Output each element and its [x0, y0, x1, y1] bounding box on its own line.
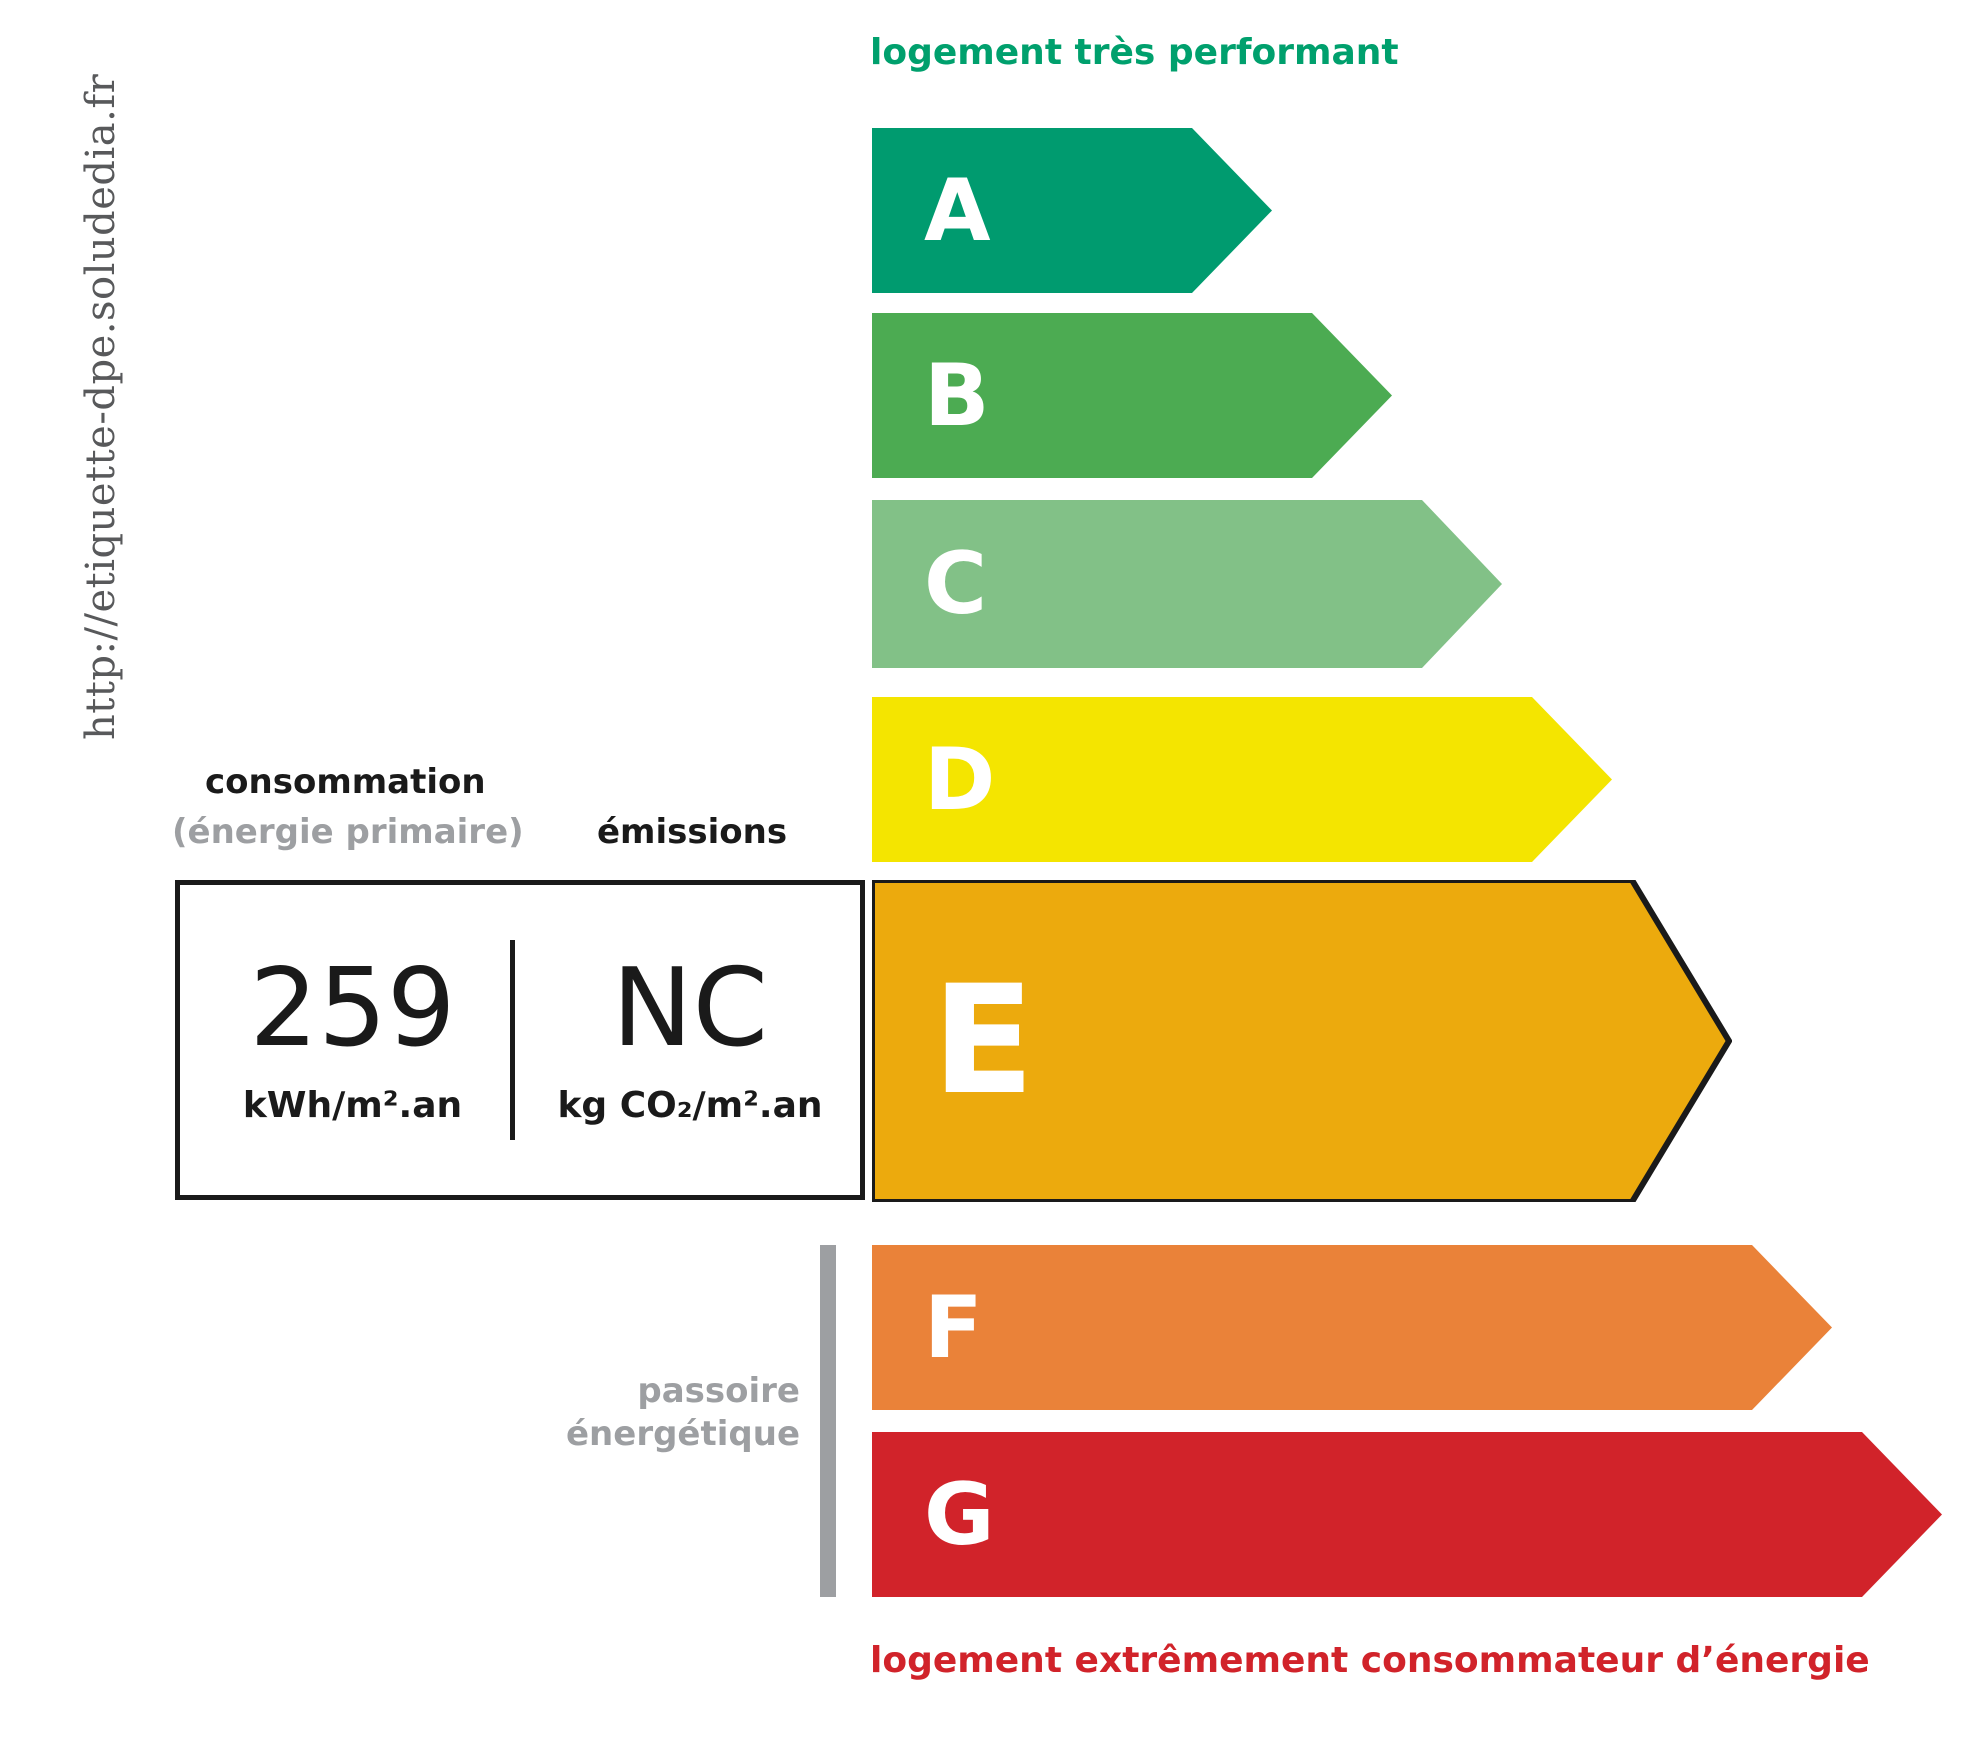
emissions-label: émissions: [597, 812, 788, 852]
emission-unit: kg CO₂/m².an: [557, 1085, 823, 1126]
passoire-label-line1: passoire: [637, 1371, 800, 1411]
consumption-value: 259: [249, 946, 456, 1071]
emission-value-cell: [530, 946, 850, 1126]
classe-d-letter: D: [924, 729, 996, 830]
classe-c-letter: C: [924, 534, 988, 634]
classe-e-letter: E: [932, 954, 1035, 1128]
classe-b-letter: B: [924, 345, 990, 446]
source-url-label: http://etiquette-dpe.soludedia.fr: [78, 73, 124, 740]
energy-class-bar-g: [872, 1432, 1942, 1597]
energy-class-bar-e-selected: [872, 880, 1732, 1202]
classe-f-shape: [872, 1245, 1832, 1410]
energy-class-bar-f: [872, 1245, 1832, 1410]
emission-value: NC: [611, 946, 769, 1071]
consumption-label: consommation: [205, 762, 486, 802]
energy-class-bar-c: [872, 500, 1502, 668]
values-divider: [510, 940, 515, 1140]
caption-high-performance: logement très performant: [870, 32, 1399, 73]
passoire-marker-bar: [820, 1245, 836, 1597]
primary-energy-label: (énergie primaire): [172, 812, 524, 852]
passoire-label-line2: énergétique: [566, 1413, 800, 1454]
caption-high-consumption: logement extrêmement consommateur d’énergie: [870, 1640, 1870, 1681]
energy-class-bar-d: [872, 697, 1612, 862]
classe-g-letter: G: [924, 1464, 995, 1565]
classe-a-letter: A: [924, 160, 991, 261]
consumption-unit: kWh/m².an: [242, 1085, 463, 1126]
passoire-label: [520, 1370, 800, 1455]
consumption-value-cell: [210, 946, 495, 1126]
energy-class-bar-a: [872, 128, 1272, 293]
classe-g-shape: [872, 1432, 1942, 1597]
classe-f-letter: F: [924, 1277, 983, 1378]
energy-class-bar-b: [872, 313, 1392, 478]
